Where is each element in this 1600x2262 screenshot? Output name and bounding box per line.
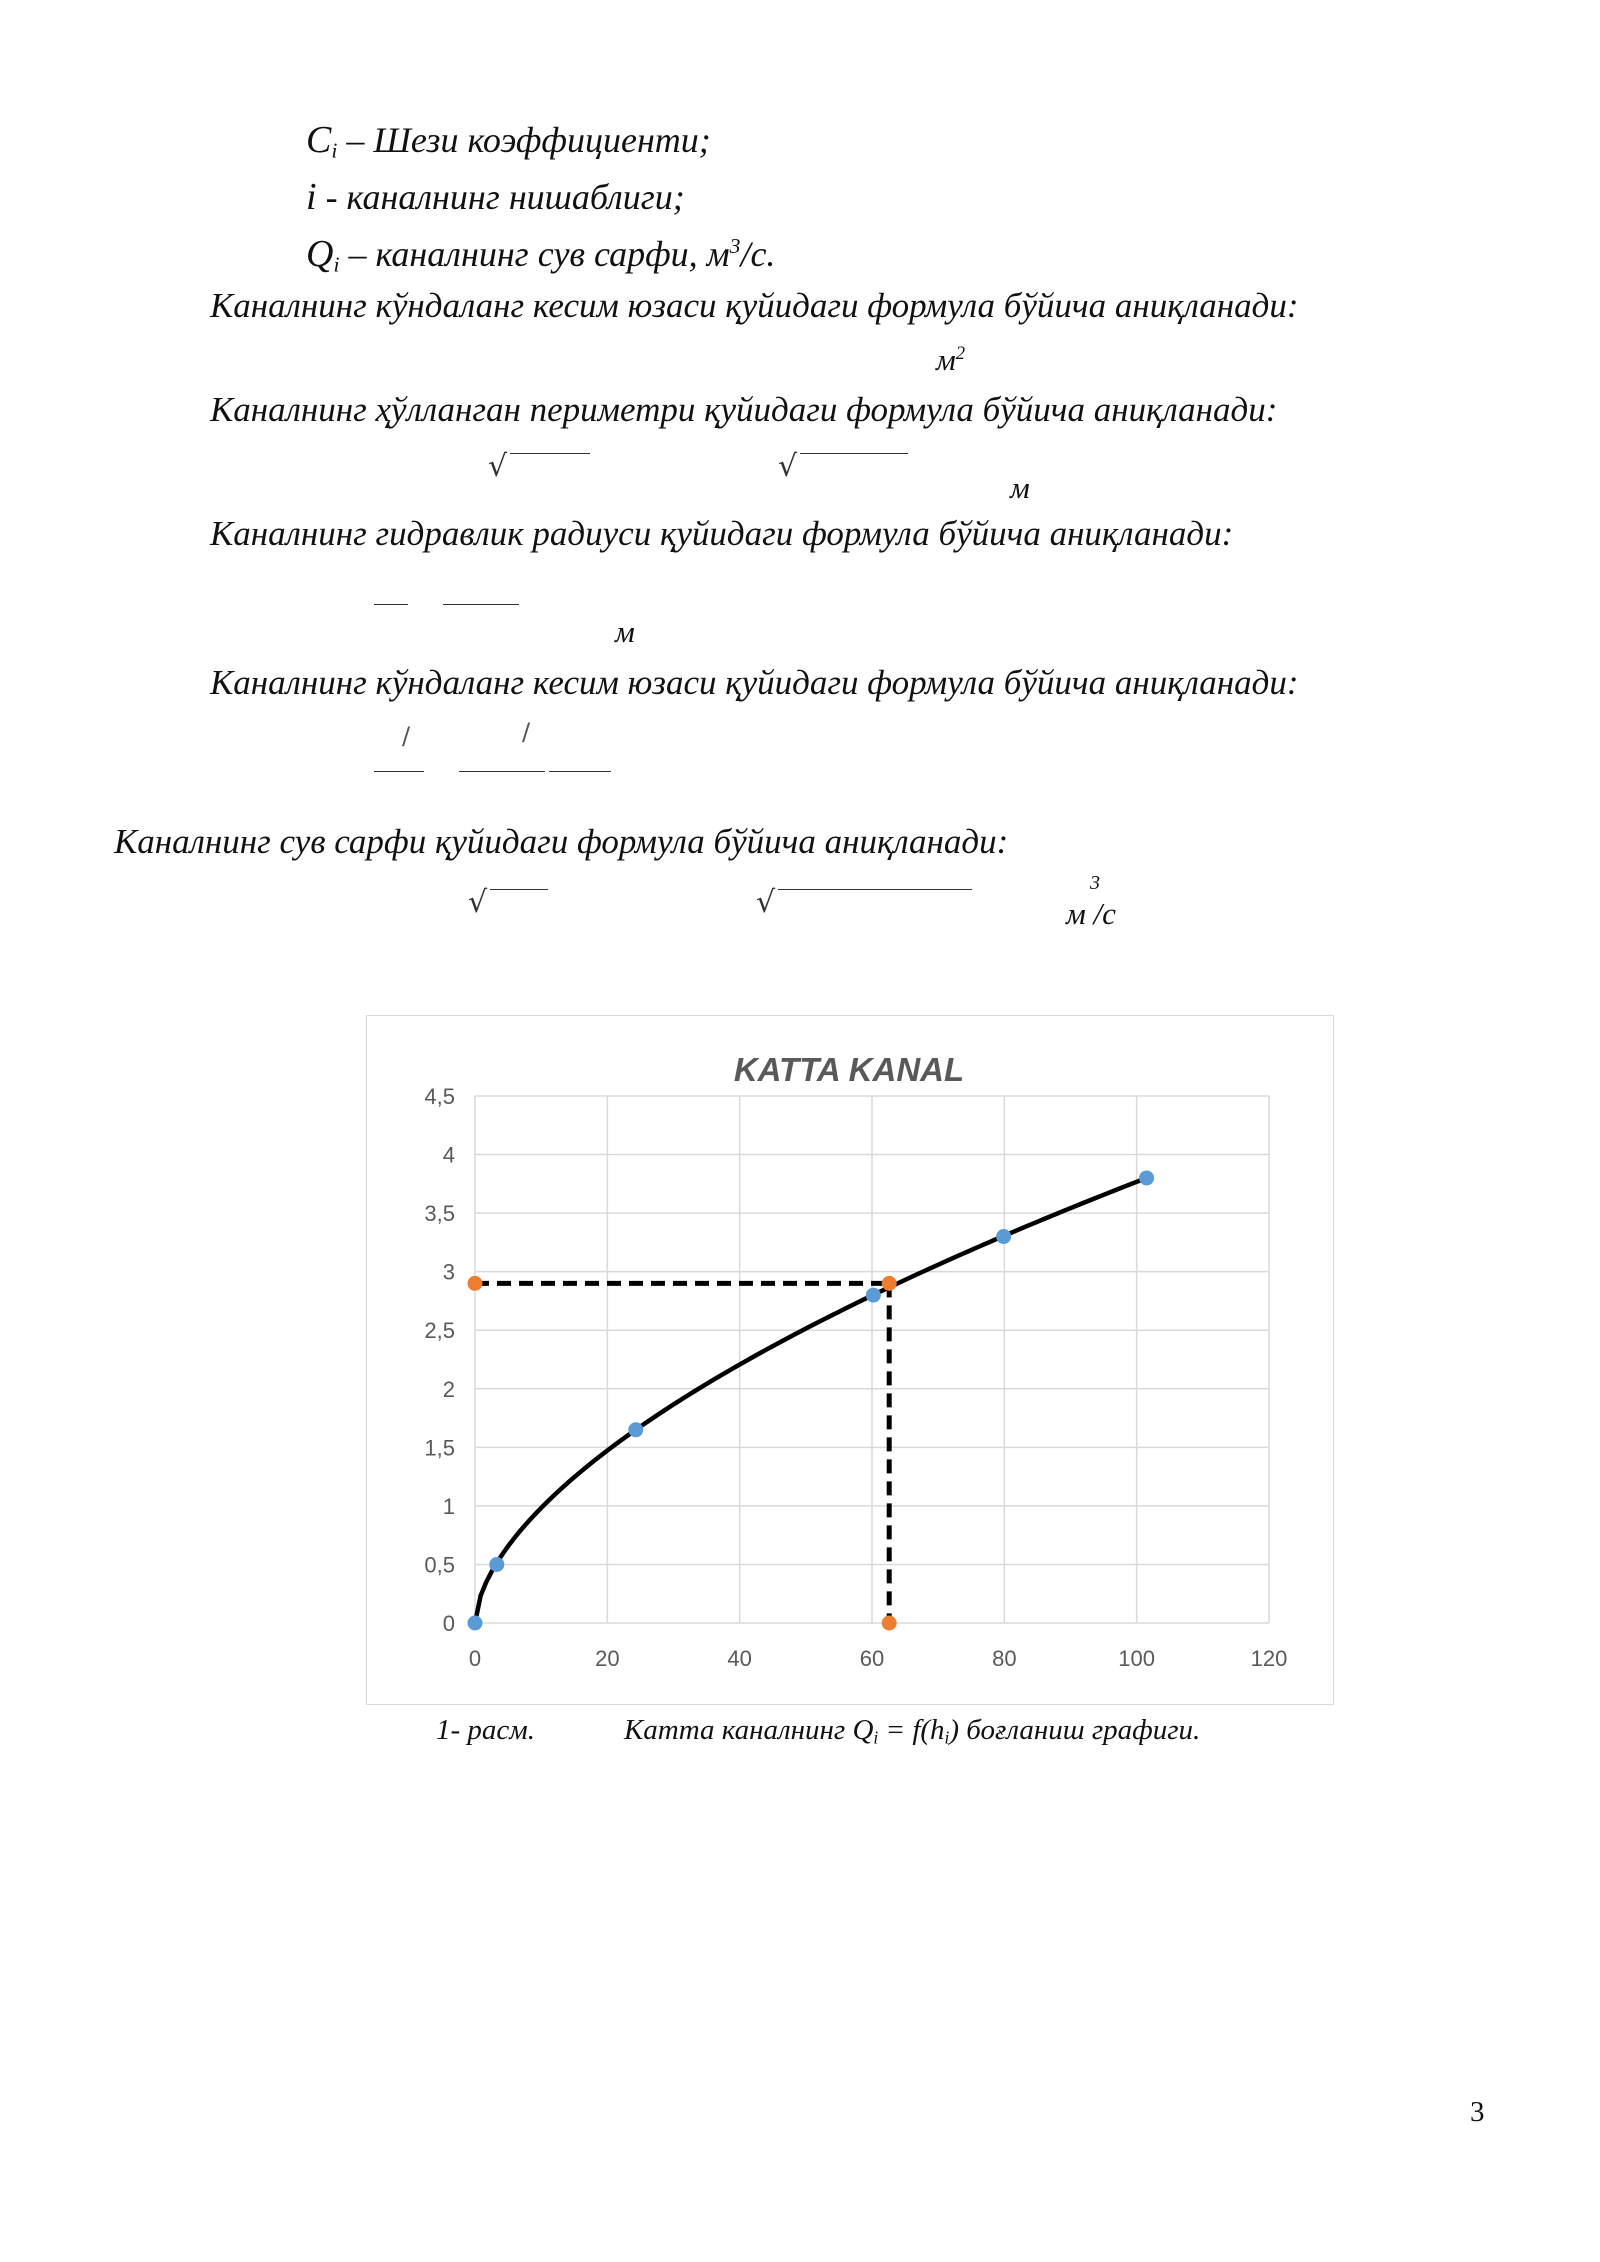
- data-point-0: [468, 1616, 483, 1631]
- definition-chezy: [306, 118, 711, 163]
- y-tick-label-7: 3,5: [424, 1201, 455, 1227]
- x-tick-label-2: 40: [727, 1646, 752, 1671]
- x-tick-label-4: 80: [992, 1646, 1017, 1671]
- series-curve: [475, 1178, 1147, 1623]
- perimeter-unit: м: [1010, 470, 1030, 505]
- x-tick-label-3: 60: [859, 1646, 885, 1671]
- data-point-3: [866, 1288, 881, 1303]
- y-tick-label-5: 2,5: [424, 1318, 455, 1344]
- x-tick-label-6: 120: [1250, 1646, 1288, 1671]
- radical-bar-3: [490, 889, 548, 890]
- y-tick-label-3: 1,5: [424, 1435, 455, 1461]
- paragraph-area-1: Каналнинг кўндаланг кесим юзаси қуйидаги формула бўйича аниқланади:: [210, 286, 1299, 325]
- paragraph-perimeter: Каналнинг ҳўлланган периметри қуйидаги формула бўйича аниқланади:: [210, 390, 1278, 429]
- fraction-bar-5: [549, 771, 611, 772]
- caption-part-3: ) боғланиш графиги.: [949, 1714, 1201, 1746]
- caption-sub-1: i: [873, 1727, 879, 1748]
- paragraph-radius: Каналнинг гидравлик радиуси қуйидаги формула бўйича аниқланади:: [210, 514, 1234, 553]
- radical-sign-3: √: [468, 885, 488, 920]
- area-unit: [936, 342, 965, 378]
- slash-glyph-2: /: [522, 718, 531, 746]
- data-point-1: [489, 1557, 504, 1572]
- fraction-bar-4: [459, 771, 545, 772]
- caption-sub-2: i: [944, 1727, 950, 1748]
- definition-chezy-text: – Шези коэффициенти;: [337, 120, 711, 160]
- symbol-c: C: [306, 119, 332, 161]
- y-tick-label-4: 2: [442, 1376, 455, 1402]
- definition-flow-text: – каналнинг сув сарфи, м: [339, 234, 730, 274]
- symbol-c-sub: i: [331, 138, 338, 163]
- symbol-q: Q: [306, 233, 334, 275]
- fraction-bar-1: [374, 604, 408, 605]
- y-tick-label-6: 3: [442, 1259, 455, 1285]
- radical-bar-4: [778, 889, 972, 890]
- area-unit-sup: 2: [955, 342, 966, 364]
- symbol-i: i: [306, 176, 317, 218]
- paragraph-area-2: Каналнинг кўндаланг кесим юзаси қуйидаги формула бўйича аниқланади:: [210, 663, 1299, 702]
- radical-bar-1: [510, 453, 590, 454]
- data-point-4: [996, 1229, 1011, 1244]
- caption-part-2: = f(h: [878, 1714, 945, 1746]
- definition-flow-tail: /с.: [740, 234, 776, 274]
- radical-sign-2: √: [778, 449, 798, 484]
- chart-katta-kanal: [367, 1016, 1332, 1703]
- x-tick-label-1: 20: [595, 1646, 620, 1671]
- radius-unit: м: [615, 614, 635, 649]
- page-number: 3: [1470, 2096, 1485, 2128]
- definition-slope-text: - каналнинг нишаблиги;: [316, 177, 685, 217]
- definition-flow-sup: 3: [729, 234, 741, 259]
- x-tick-label-5: 100: [1118, 1646, 1156, 1671]
- definition-flow: [306, 232, 775, 277]
- flow-unit-sup: 3: [1090, 872, 1100, 894]
- radical-sign-1: √: [488, 449, 508, 484]
- radical-sign-4: √: [756, 885, 776, 920]
- highlight-point-1: [882, 1276, 897, 1291]
- y-tick-label-8: 4: [442, 1142, 455, 1168]
- x-tick-label-0: 0: [468, 1646, 482, 1671]
- fraction-bar-3: [374, 771, 424, 772]
- data-point-2: [628, 1422, 643, 1437]
- highlight-point-2: [882, 1616, 897, 1631]
- y-tick-label-0: 0: [442, 1611, 455, 1636]
- data-point-5: [1139, 1170, 1154, 1185]
- figure-label: 1- расм.: [436, 1714, 536, 1746]
- area-unit-base: м: [936, 342, 956, 377]
- paragraph-flow: Каналнинг сув сарфи қуйидаги формула бўйича аниқланади:: [114, 822, 1009, 861]
- caption-part-1: Катта каналнинг Q: [624, 1714, 874, 1746]
- y-tick-label-9: 4,5: [424, 1084, 455, 1109]
- definition-slope: [306, 175, 685, 219]
- radical-bar-2: [800, 453, 908, 454]
- fraction-bar-2: [443, 604, 519, 605]
- symbol-q-sub: i: [333, 252, 340, 277]
- slash-glyph-1: /: [402, 722, 411, 750]
- flow-unit: м /с: [1066, 896, 1116, 931]
- y-tick-label-1: 0,5: [424, 1552, 455, 1578]
- y-tick-label-2: 1: [442, 1493, 455, 1519]
- chart-frame: [366, 1015, 1334, 1705]
- chart-title: KATTA KANAL: [733, 1051, 965, 1088]
- highlight-point-0: [468, 1276, 483, 1291]
- figure-caption: [624, 1714, 1200, 1748]
